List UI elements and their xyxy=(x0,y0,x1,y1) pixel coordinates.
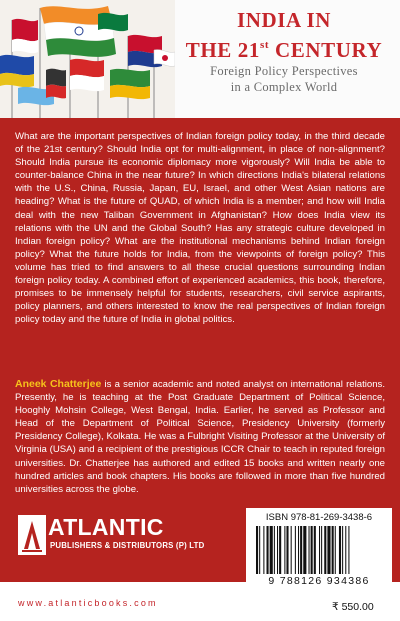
book-blurb: What are the important perspectives of Indian foreign policy today, in the third decade of the 21st century? Should India opt for multi-alignment, in place of non-alignment? Should India pursue its economic diplomacy more vigorously? Will India be able to counter-balance China in the near future? In which directions India's bilateral relations with the U.S., China, Russia, Japan, EU, Israel, and other West Asian nations are heading? What is the future of QUAD, of which India is a member; and how will India deal with the new Taliban Government in Afghanistan? How does India view its relations with the UN and the Global South? Has any strategic culture developed in Indian foreign policy? What are the institutional mechanisms behind Indian foreign policy? What the future holds for India, from the viewpoints of foreign policy? This volume has tried to find answers to all these crucial questions surrounding Indian foreign policy today. A combined effort of experienced academics, this book, therefore, promises to be immensely helpful for students, researchers, civil service aspirants, policy planners, and others interested to know the real perspectives of Indian foreign policy today and the future of India in global politics. xyxy=(15,131,385,326)
barcode-bar xyxy=(311,526,313,574)
subtitle-line2: in a Complex World xyxy=(230,80,338,94)
barcode-graphic xyxy=(254,526,384,574)
barcode-bar xyxy=(324,526,326,574)
book-title-line2-prefix: THE 21 xyxy=(185,38,260,62)
barcode-bar xyxy=(274,526,275,574)
book-title-line1: INDIA IN xyxy=(236,8,332,32)
barcode-bar xyxy=(267,526,269,574)
isbn-text: ISBN 978-81-269-3438-6 xyxy=(265,512,373,523)
barcode-bar xyxy=(335,526,336,574)
barcode-bar xyxy=(348,526,349,574)
barcode-bar xyxy=(279,526,281,574)
publisher-subname: PUBLISHERS & DISTRIBUTORS (P) LTD xyxy=(50,541,205,550)
author-bio-paragraph xyxy=(15,378,385,496)
barcode-bar xyxy=(295,526,296,574)
barcode-box xyxy=(246,508,392,594)
barcode-bar xyxy=(270,526,273,574)
barcode-bar xyxy=(321,526,322,574)
barcode-bar xyxy=(339,526,341,574)
barcode-bar xyxy=(309,526,310,574)
publisher-name: ATLANTIC xyxy=(48,514,164,540)
barcode-bar xyxy=(327,526,330,574)
title-block xyxy=(170,8,398,95)
barcode-bar xyxy=(300,526,302,574)
author-name: Aneek Chatterjee xyxy=(15,378,102,390)
book-title-line2-suffix: CENTURY xyxy=(269,38,383,62)
publisher-website: www.atlanticbooks.com xyxy=(18,598,158,608)
top-banner xyxy=(0,0,400,118)
barcode-bar xyxy=(256,526,258,574)
barcode-bar xyxy=(291,526,292,574)
barcode-bar xyxy=(298,526,299,574)
barcode-bar xyxy=(345,526,346,574)
barcode-bar xyxy=(314,526,316,574)
barcode-bar xyxy=(342,526,343,574)
barcode-number: 9 788126 934386 xyxy=(268,575,370,587)
barcode-bar xyxy=(332,526,334,574)
barcode-bar xyxy=(277,526,278,574)
barcode-bar xyxy=(263,526,264,574)
book-title-superscript: st xyxy=(259,39,270,51)
price-tag: ₹ 550.00 xyxy=(332,601,374,613)
barcode-bar xyxy=(303,526,306,574)
barcode-bar xyxy=(319,526,320,574)
subtitle-line1: Foreign Policy Perspectives xyxy=(210,64,358,78)
author-bio: is a senior academic and noted analyst on international relations. Presently, he is teaching at the Post Graduate Department of Political Science, Hooghly Mohsin College, West Bengal, India. Earlier, he served as Professor and Head of the Department of Political Science, Presidency University (formerly Presidency College), Kolkata. He was a Fulbright Visiting Professor at the University of Virginia (USA) and a recipient of the prestigious ICCR Chair to teach in reputed foreign universities. Dr. Chatterjee has authored and edited 15 books and written nearly one hundred articles and book chapters. His books are followed in more than five hundred universities across the globe. xyxy=(15,379,385,495)
barcode-bar xyxy=(259,526,260,574)
barcode-bar xyxy=(286,526,288,574)
book-title-line2 xyxy=(170,33,398,63)
flags-illustration xyxy=(0,0,175,118)
atlantic-logo-icon xyxy=(18,515,46,555)
barcode-bar xyxy=(284,526,285,574)
